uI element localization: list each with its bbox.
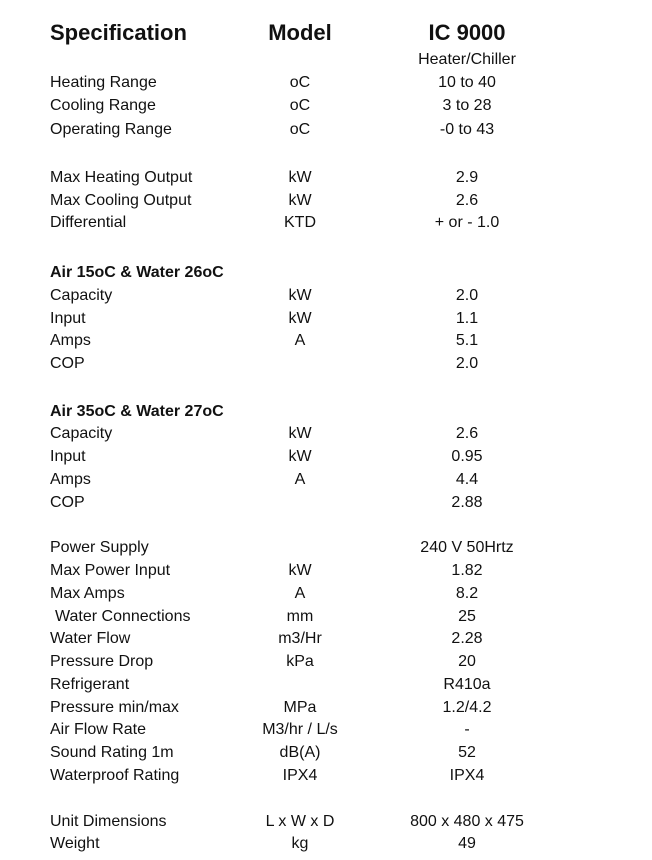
spec-unit: kW: [288, 169, 312, 186]
spec-unit: kW: [288, 287, 312, 304]
spec-unit: L x W x D: [265, 813, 335, 830]
spec-label: Differential: [50, 214, 127, 231]
spec-label: Amps: [50, 471, 91, 488]
spec-label: Heating Range: [50, 74, 157, 91]
spec-value: + or - 1.0: [434, 214, 500, 231]
spec-label: Max Power Input: [50, 562, 171, 579]
spec-value: 1.82: [451, 562, 483, 579]
spec-row: [0, 166, 652, 189]
spec-label: COP: [50, 355, 85, 372]
spec-heading: Specification: [50, 20, 187, 45]
spec-label: Max Amps: [50, 585, 125, 602]
spec-label: Capacity: [50, 425, 113, 442]
spec-row: [0, 718, 652, 741]
spec-unit: oC: [289, 97, 311, 114]
product-subtitle: Heater/Chiller: [418, 51, 516, 68]
product-heading: IC 9000: [428, 20, 506, 45]
spec-value: 1.1: [455, 310, 479, 327]
spec-value: 52: [458, 744, 476, 761]
spec-value: -0 to 43: [439, 121, 495, 138]
spec-unit: IPX4: [282, 767, 318, 784]
spec-label: Max Cooling Output: [50, 192, 192, 209]
spec-label: Input: [50, 310, 86, 327]
spec-row: [0, 832, 652, 855]
spec-unit: MPa: [283, 699, 317, 716]
spec-row: [0, 329, 652, 352]
spec-unit: A: [294, 332, 306, 349]
spec-label: Unit Dimensions: [50, 813, 167, 830]
spec-label: Cooling Range: [50, 97, 156, 114]
spec-row: [0, 189, 652, 212]
spec-row: [0, 764, 652, 787]
spec-label: Waterproof Rating: [50, 767, 180, 784]
spec-unit: oC: [289, 121, 311, 138]
spec-label: Operating Range: [50, 121, 172, 138]
spec-row: [0, 673, 652, 696]
spec-row: [0, 468, 652, 491]
spec-value: 2.0: [455, 355, 479, 372]
spec-label: Water Connections: [55, 608, 191, 625]
header-row: [0, 18, 652, 48]
spec-unit: kW: [288, 192, 312, 209]
spec-row: [0, 307, 652, 330]
spec-value: 2.6: [455, 425, 479, 442]
spec-label: Refrigerant: [50, 676, 130, 693]
spec-label: Pressure min/max: [50, 699, 179, 716]
spec-row: [0, 605, 652, 628]
spec-row: [0, 696, 652, 719]
spec-row: [0, 627, 652, 650]
spec-label: Pressure Drop: [50, 653, 154, 670]
spec-label: Max Heating Output: [50, 169, 193, 186]
spec-value: 2.6: [455, 192, 479, 209]
spec-label: Capacity: [50, 287, 113, 304]
spec-value: 1.2/4.2: [442, 699, 492, 716]
spec-row: [0, 211, 652, 234]
spec-row: [0, 118, 652, 141]
spec-value: 800 x 480 x 475: [410, 813, 524, 830]
spec-row: [0, 741, 652, 764]
spec-unit: kg: [291, 835, 309, 852]
spec-value: 20: [458, 653, 476, 670]
section-heading-row: [0, 400, 652, 423]
subtitle-row: [0, 48, 652, 71]
spec-value: 5.1: [455, 332, 479, 349]
spec-value: -: [464, 721, 470, 738]
spec-value: R410a: [443, 676, 491, 693]
spec-row: [0, 94, 652, 117]
spec-value: 3 to 28: [442, 97, 492, 114]
spec-unit: oC: [289, 74, 311, 91]
spec-unit: kW: [288, 310, 312, 327]
spec-unit: kW: [288, 425, 312, 442]
model-heading: Model: [268, 20, 332, 45]
section-heading-row: [0, 261, 652, 284]
spec-label: COP: [50, 494, 85, 511]
spec-unit: A: [294, 585, 306, 602]
spec-label: Air Flow Rate: [50, 721, 147, 738]
spec-value: 2.0: [455, 287, 479, 304]
spec-unit: KTD: [284, 214, 316, 231]
spec-row: [0, 352, 652, 375]
spec-value: 240 V 50Hrtz: [420, 539, 514, 556]
spec-value: 2.9: [455, 169, 479, 186]
spec-value: 2.88: [451, 494, 483, 511]
spec-value: 0.95: [451, 448, 483, 465]
spec-unit: A: [294, 471, 306, 488]
spec-label: Weight: [50, 835, 100, 852]
spec-unit: kW: [288, 562, 312, 579]
spec-label: Amps: [50, 332, 91, 349]
spec-row: [0, 559, 652, 582]
section-title: Air 15oC & Water 26oC: [50, 264, 224, 281]
spec-value: 2.28: [451, 630, 483, 647]
spec-label: Input: [50, 448, 86, 465]
spec-row: [0, 422, 652, 445]
spec-unit: kW: [288, 448, 312, 465]
spec-label: Water Flow: [50, 630, 131, 647]
spec-unit: m3/Hr: [278, 630, 322, 647]
spec-unit: M3/hr / L/s: [262, 721, 338, 738]
spec-unit: kPa: [286, 653, 314, 670]
spec-unit: mm: [286, 608, 314, 625]
spec-value: 4.4: [455, 471, 479, 488]
spec-unit: dB(A): [279, 744, 321, 761]
spec-value: 10 to 40: [438, 74, 496, 91]
spec-value: 8.2: [455, 585, 479, 602]
spec-value: 49: [458, 835, 476, 852]
spec-row: [0, 582, 652, 605]
spec-value: IPX4: [449, 767, 485, 784]
spec-row: [0, 71, 652, 94]
spec-row: [0, 650, 652, 673]
spec-label: Power Supply: [50, 539, 149, 556]
spec-row: [0, 536, 652, 559]
spec-row: [0, 284, 652, 307]
spec-value: 25: [458, 608, 476, 625]
spec-label: Sound Rating 1m: [50, 744, 174, 761]
spec-row: [0, 445, 652, 468]
spec-row: [0, 810, 652, 833]
section-title: Air 35oC & Water 27oC: [50, 403, 224, 420]
spec-row: [0, 491, 652, 514]
